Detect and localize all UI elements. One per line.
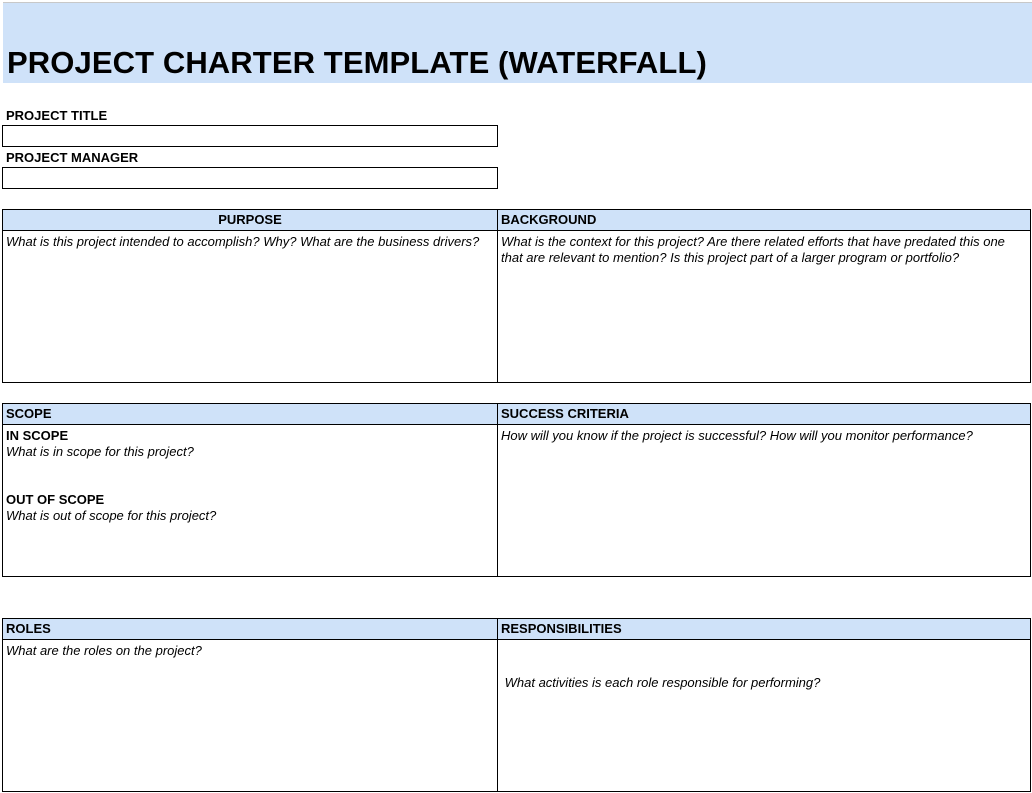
responsibilities-prompt: What activities is each role responsible for performing? [501,675,821,690]
project-title-input[interactable] [2,125,498,147]
responsibilities-cell[interactable] [498,640,1030,726]
background-column [498,210,1030,382]
purpose-column [3,210,498,382]
success-criteria-prompt: How will you know if the project is successful? How will you monitor performance? [501,428,973,443]
success-criteria-header: SUCCESS CRITERIA [498,404,1030,425]
roles-column [3,619,498,791]
background-prompt: What is the context for this project? Are there related efforts that have predated this one that are relevant to mention? Is this project part of a larger program or portfolio? [501,234,1005,265]
title-band [3,2,1032,83]
project-manager-input[interactable] [2,167,498,189]
success-criteria-cell[interactable] [498,425,1030,447]
scope-header: SCOPE [3,404,497,425]
purpose-background-section [2,209,1031,383]
scope-cell[interactable] [3,425,497,527]
responsibilities-column [498,619,1030,791]
roles-cell[interactable] [3,640,497,662]
purpose-header: PURPOSE [3,210,497,231]
roles-prompt: What are the roles on the project? [6,643,202,658]
scope-success-section [2,403,1031,577]
background-cell[interactable] [498,231,1030,269]
success-criteria-column [498,404,1030,576]
out-of-scope-prompt: What is out of scope for this project? [6,508,217,523]
in-scope-label: IN SCOPE [6,428,69,443]
scope-column [3,404,498,576]
responsibilities-header: RESPONSIBILITIES [498,619,1030,640]
project-title-label: PROJECT TITLE [6,108,108,123]
roles-header: ROLES [3,619,497,640]
in-scope-prompt: What is in scope for this project? [6,444,194,459]
purpose-cell[interactable] [3,231,497,253]
out-of-scope-label: OUT OF SCOPE [6,492,105,507]
project-manager-label: PROJECT MANAGER [6,150,139,165]
roles-responsibilities-section [2,618,1031,792]
background-header: BACKGROUND [498,210,1030,231]
document-title: PROJECT CHARTER TEMPLATE (WATERFALL) [7,45,707,80]
purpose-prompt: What is this project intended to accomplish? Why? What are the business drivers? [6,234,480,249]
